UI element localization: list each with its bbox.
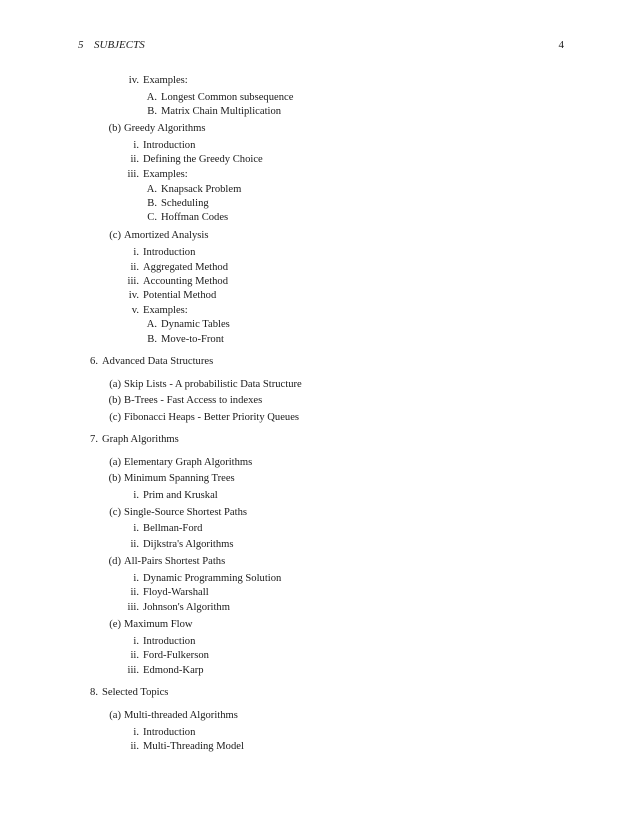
outline-item-label: B. [147, 334, 157, 345]
outline-item-label: 8. [90, 687, 98, 698]
outline-item-label: (b) [108, 395, 121, 406]
outline-item-text: Maximum Flow [124, 619, 193, 630]
outline-item-text: Greedy Algorithms [124, 123, 206, 134]
outline-item-label: ii. [130, 154, 139, 165]
outline-item-text: Single-Source Shortest Paths [124, 507, 247, 518]
outline-item-text: Amortized Analysis [124, 230, 209, 241]
outline-item-text: Dynamic Tables [161, 319, 230, 330]
outline-item-label: 7. [90, 434, 98, 445]
outline-item-label: C. [147, 212, 157, 223]
outline-item-text: Potential Method [143, 290, 217, 301]
outline-item-label: i. [133, 573, 139, 584]
outline-item-text: Multi-Threading Model [143, 741, 244, 752]
outline-item-text: Introduction [143, 247, 196, 258]
outline-item-text: Examples: [143, 305, 188, 316]
outline-item-text: Introduction [143, 727, 196, 738]
outline-item-label: (a) [109, 710, 121, 721]
section-number: 5 [78, 39, 84, 51]
outline-item-text: Advanced Data Structures [102, 356, 214, 367]
outline-item-text: Edmond-Karp [143, 665, 204, 676]
outline-item-text: Knapsack Problem [161, 184, 242, 195]
outline-item-text: Dynamic Programming Solution [143, 573, 282, 584]
outline-item-label: ii. [130, 262, 139, 273]
outline-item-text: Defining the Greedy Choice [143, 154, 263, 165]
outline-item-label: B. [147, 198, 157, 209]
outline-item-label: ii. [130, 587, 139, 598]
outline-item-text: Ford-Fulkerson [143, 650, 209, 661]
outline-item-text: All-Pairs Shortest Paths [124, 556, 226, 567]
outline-item-text: Prim and Kruskal [143, 490, 218, 501]
outline-item-text: Move-to-Front [161, 334, 224, 345]
outline-item-text: Minimum Spanning Trees [124, 473, 235, 484]
outline-item-text: Graph Algorithms [102, 434, 179, 445]
outline-item-label: i. [133, 490, 139, 501]
running-head [78, 40, 145, 51]
outline-item-label: v. [131, 305, 139, 316]
outline-item-text: Introduction [143, 140, 196, 151]
outline-item-text: Introduction [143, 636, 196, 647]
outline-item-text: Bellman-Ford [143, 523, 203, 534]
outline-item-label: A. [146, 184, 157, 195]
outline-item-text: Skip Lists - A probabilistic Data Structure [124, 379, 302, 390]
outline-item-text: Fibonacci Heaps - Better Priority Queues [124, 412, 300, 423]
outline-item-label: B. [147, 106, 157, 117]
outline-item-text: Dijkstra's Algorithms [143, 539, 234, 550]
outline-item-label: (d) [108, 556, 121, 567]
outline-item-label: i. [133, 247, 139, 258]
outline-item-label: i. [133, 140, 139, 151]
outline-item-label: (b) [108, 123, 121, 134]
outline-item-label: i. [133, 636, 139, 647]
outline-item-label: iv. [128, 75, 139, 86]
outline-item-label: (a) [109, 457, 121, 468]
outline-item-label: iii. [127, 602, 139, 613]
outline-item-label: i. [133, 523, 139, 534]
outline-item-text: Longest Common subsequence [161, 92, 294, 103]
outline-item-label: (c) [109, 230, 121, 241]
outline-item-label: ii. [130, 650, 139, 661]
outline-item-text: Johnson's Algorithm [143, 602, 230, 613]
outline-item-label: ii. [130, 741, 139, 752]
page-header [78, 40, 564, 54]
outline-item-text: Selected Topics [102, 687, 169, 698]
outline-item-text: Matrix Chain Multiplication [161, 106, 282, 117]
outline-item-text: Accounting Method [143, 276, 229, 287]
outline-item-label: ii. [130, 539, 139, 550]
outline-item-label: i. [133, 727, 139, 738]
outline-item-text: Examples: [143, 75, 188, 86]
outline-item-text: Aggregated Method [143, 262, 229, 273]
outline-item-label: iv. [128, 290, 139, 301]
outline-item-label: (c) [109, 412, 121, 423]
outline-item-text: Elementary Graph Algorithms [124, 457, 253, 468]
outline-item-label: A. [146, 92, 157, 103]
outline-item-text: B-Trees - Fast Access to indexes [124, 395, 263, 406]
outline-item-text: Scheduling [161, 198, 209, 209]
section-title: SUBJECTS [94, 39, 145, 51]
outline-item-label: 6. [90, 356, 98, 367]
outline-item-text: Hoffman Codes [161, 212, 229, 223]
outline-item-label: (a) [109, 379, 121, 390]
outline-item-label: (e) [109, 619, 121, 630]
outline-item-text: Floyd-Warshall [143, 587, 209, 598]
page-number: 4 [558, 39, 564, 51]
outline-item-label: iii. [127, 665, 139, 676]
outline-item-label: A. [146, 319, 157, 330]
outline-item-text: Multi-threaded Algorithms [124, 710, 238, 721]
outline-item-label: (b) [108, 473, 121, 484]
outline-item-text: Examples: [143, 169, 188, 180]
outline-item-label: iii. [127, 169, 139, 180]
outline-item-label: (c) [109, 507, 121, 518]
outline-item-label: iii. [127, 276, 139, 287]
